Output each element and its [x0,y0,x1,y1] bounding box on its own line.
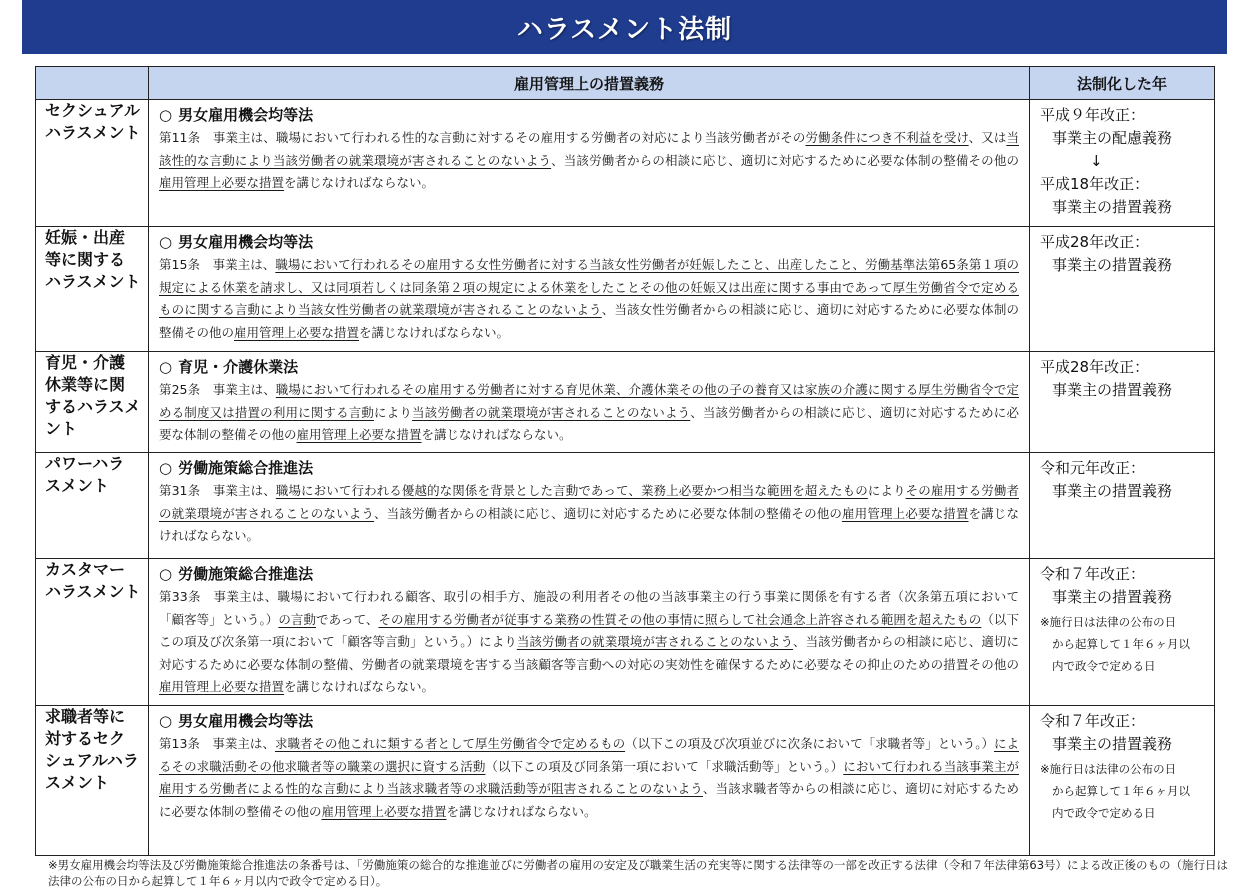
table-row [36,453,1215,559]
article-text [159,733,1019,823]
amendment-year: 平成28年改正： [1040,233,1150,251]
article-segment: 、当該労働者からの相談に応じ、適切に対応するために必要な体制の整備その他の [159,404,1019,442]
amendment-year: 令和元年改正： [1040,459,1146,477]
article-text [159,586,1019,699]
table-row [36,227,1215,352]
note-line: ※施行日は法律の公布の日 [1040,615,1177,629]
category-line: 妊娠・出産 [45,228,126,247]
title-banner [22,0,1227,54]
note-line: ※施行日は法律の公布の日 [1040,762,1177,776]
article-segment: 、当該労働者からの相談に応じ、適切に対応するために必要な体制の整備、労働者の就業環境を害する当該顧客等言動への対応の実効性を確保するために必要なその抑止のための措置その他の [159,634,1019,672]
article-underlined-segment: 雇用管理上必要な措置 [321,803,447,819]
article-underlined-segment: 雇用管理上必要な措置 [296,427,422,442]
article-segment: を講じなければならない。 [284,175,435,190]
duty-description [149,559,1030,706]
down-arrow-icon: ↓ [1090,152,1103,170]
duty-description [149,453,1030,559]
law-name-text: 男女雇用機会均等法 [178,712,314,730]
employer-duty: 事業主の措置義務 [1052,198,1173,216]
article-segment: を講じなければならない。 [446,803,597,819]
article-underlined-segment: 雇用管理上必要な措置 [159,679,285,694]
law-name-text: 男女雇用機会均等法 [178,106,314,124]
category-line: ハラスメント [45,272,141,291]
duty-description [149,227,1030,352]
article-segment: 、当該女性労働者からの相談に応じ、適切に対応するために必要な体制の整備その他の [159,302,1019,340]
employer-duty: 事業主の措置義務 [1052,256,1173,274]
note-line: 内で政令で定める日 [1052,659,1156,673]
harassment-category [36,100,149,227]
law-name [159,357,1019,378]
harassment-category [36,453,149,559]
law-name-text: 労働施策総合推進法 [178,459,314,477]
article-underlined-segment: 当該性的な言動により当該労働者の就業環境が害されることのないよう [159,130,1019,168]
enacted-year [1030,352,1215,453]
article-underlined-segment: によるその求職活動その他求職者等の職業の選択に資する活動 [159,736,1019,774]
circle-bullet-icon: ○ [159,459,173,477]
article-underlined-segment: その雇用する労働者の就業環境が害されることのないよう [159,483,1019,521]
circle-bullet-icon: ○ [159,712,173,730]
article-underlined-segment: その雇用する労働者が従事する業務の性質その他の事情に照らして社会通念上許容される範囲を超えたもの [378,611,982,627]
article-underlined-segment: 当該労働者の就業環境が害されることのないよう [516,634,794,649]
category-line: するハラスメ [45,397,141,416]
article-segment: 第11条 事業主は、職場において行われる性的な言動に対するその雇用する労働者の対応により当該労働者がその [159,130,806,145]
category-line: ハラスメント [45,582,141,601]
article-segment: 第13条 事業主は、 [159,736,275,751]
article-underlined-segment: 職場において行われる優越的な関係を背景とした言動であって、業務上必要かつ相当な範囲を超えたもの [275,483,868,498]
article-segment: 、当該求職者等からの相談に応じ、適切に対応するために必要な体制の整備その他の [159,781,1019,819]
article-segment: を講じなければならない。 [421,427,572,442]
header-year: 法制化した年 [1030,67,1215,100]
circle-bullet-icon: ○ [159,358,173,376]
article-underlined-segment: 当該労働者の就業環境が害されることのないよう [411,404,691,420]
law-name [159,564,1019,585]
category-line: ハラスメント [45,123,141,142]
harassment-category [36,706,149,856]
enacted-year [1030,559,1215,706]
article-segment: を講じなければならない。 [359,324,510,340]
article-segment: （以下この項及び次項並びに次条において「求職者等」という。） [625,736,994,751]
duty-description [149,706,1030,856]
page-title: ハラスメント法制 [516,14,733,45]
table-row [36,706,1215,856]
article-text [159,379,1019,447]
employer-duty: 事業主の配慮義務 [1052,129,1173,147]
law-name [159,711,1019,732]
table-row [36,352,1215,453]
article-segment: を講じなければならない。 [159,505,1019,543]
article-segment: 第31条 事業主は、 [159,483,276,498]
table-row [36,100,1215,227]
amendment-year: 令和７年改正： [1040,712,1146,730]
article-underlined-segment: 職場において行われるその雇用する女性労働者に対する当該女性労働者が妊娠したこと、出産したこと、労働基準法第65条第１項の規定による休業を請求し、又は同項若しくは同条第２項の規定による休業をしたことその他の妊娠又は出産に関する事由であって厚生労働省令で定めるものに関する言動により当該女性労働者の就業環境が害されることのないよう [159,257,1019,317]
enacted-year [1030,706,1215,856]
category-line: 等に関する [45,250,126,269]
category-line: ント [45,419,78,438]
note-line: 内で政令で定める日 [1052,806,1156,820]
article-underlined-segment: 職場において行われるその雇用する労働者に対する育児休業、介護休業その他の子の養育又は家族の介護に関する厚生労働省令で定める制度又は措置の利用に関する言動 [159,382,1019,420]
article-segment: （以下この項及び同条第一項において「求職活動等」という。） [485,758,844,774]
header-duty: 雇用管理上の措置義務 [149,67,1030,100]
article-underlined-segment: 雇用管理上必要な措置 [234,324,360,340]
duty-description [149,100,1030,227]
law-name-text: 育児・介護休業法 [178,358,299,376]
law-name [159,458,1019,479]
enacted-year [1030,100,1215,227]
category-line: パワーハラ [45,454,125,473]
amendment-year: 平成18年改正： [1040,175,1150,193]
employer-duty: 事業主の措置義務 [1052,735,1173,753]
harassment-category [36,227,149,352]
article-segment: であって、 [316,611,379,627]
article-text [159,480,1019,548]
law-name [159,232,1019,253]
category-line: 休業等に関 [45,375,126,394]
article-underlined-segment: において行われる当該事業主が雇用する労働者による性的な言動により当該求職者等の求職活動等が阻害されることのないよう [159,758,1019,796]
article-segment: 、当該労働者からの相談に応じ、適切に対応するために必要な体制の整備その他の [374,505,843,521]
duty-description [149,352,1030,453]
harassment-category [36,559,149,706]
harassment-law-table [35,66,1215,856]
category-line: シュアルハラ [45,751,139,770]
header-category [36,67,149,100]
amendment-year: 平成28年改正： [1040,358,1150,376]
law-name [159,105,1019,126]
employer-duty: 事業主の措置義務 [1052,381,1173,399]
article-underlined-segment: 雇用管理上必要な措置 [159,175,285,190]
category-line: 求職者等に [45,707,126,726]
employer-duty: 事業主の措置義務 [1052,588,1173,606]
article-underlined-segment: 雇用管理上必要な措置 [842,505,969,521]
amendment-year: 令和７年改正： [1040,565,1146,583]
article-underlined-segment: 求職者その他これに類する者として厚生労働省令で定めるもの [274,736,626,751]
category-line: 育児・介護 [45,353,126,372]
employer-duty: 事業主の措置義務 [1052,482,1173,500]
category-line: 対するセク [45,729,126,748]
article-underlined-segment: 労働条件につき不利益を受け [805,130,969,145]
enacted-year [1030,227,1215,352]
amendment-year: 平成９年改正： [1040,106,1146,124]
category-line: セクシュアル [45,101,141,120]
note-line: から起算して１年６ヶ月以 [1052,784,1190,798]
article-text [159,127,1019,195]
article-segment: を講じなければならない。 [284,679,435,694]
article-segment: （以下この項及び次条第一項において「顧客等言動」という。）により [159,611,1019,649]
table-row [36,559,1215,706]
enforcement-note [1040,609,1208,677]
table-header-row [36,67,1215,100]
article-text [159,254,1019,344]
article-segment: 、又は [968,130,1007,145]
enacted-year [1030,453,1215,559]
article-segment: 第15条 事業主は、 [159,257,276,272]
article-segment: により [374,404,412,420]
circle-bullet-icon: ○ [159,106,173,124]
circle-bullet-icon: ○ [159,233,173,251]
article-segment: 第25条 事業主は、 [159,382,276,397]
footnote: ※男女雇用機会均等法及び労働施策総合推進法の条番号は、「労働施策の総合的な推進並びに労働者の雇用の安定及び職業生活の充実等に関する法律等の一部を改正する法律（令和７年法律第63号）による改正後のもの（施行日は法律の公布の日から起算して１年６ヶ月以内で政令で定める日）。 [48,858,1229,888]
enforcement-note [1040,756,1208,824]
law-name-text: 労働施策総合推進法 [178,565,314,583]
category-line: スメント [45,476,110,495]
article-segment: により [867,483,906,498]
harassment-category [36,352,149,453]
circle-bullet-icon: ○ [159,565,173,583]
article-underlined-segment: の言動 [278,611,317,627]
category-line: スメント [45,773,110,792]
law-name-text: 男女雇用機会均等法 [178,233,314,251]
note-line: から起算して１年６ヶ月以 [1052,637,1190,651]
article-segment: 第33条 事業主は、職場において行われる顧客、取引の相手方、施設の利用者その他の当該事業主の行う事業に関係を有する者（次条第五項において「顧客等」という。） [159,589,1019,627]
article-segment: 、当該労働者からの相談に応じ、適切に対応するために必要な体制の整備その他の [551,152,1019,168]
category-line: カスタマー [45,560,126,579]
